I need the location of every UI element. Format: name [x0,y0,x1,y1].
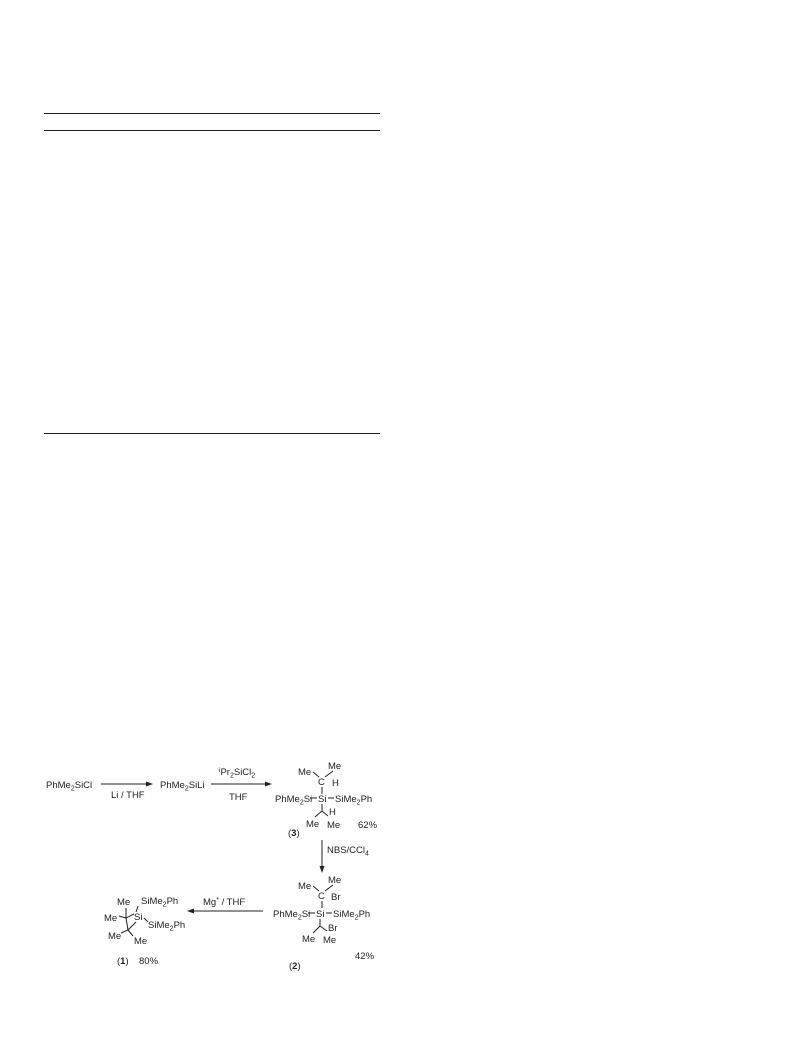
c3-bond [315,811,322,817]
c3-me-bottom-right: Me [327,820,341,831]
c1-yield: 80% [139,956,159,967]
intermediate-silyllithium: PhMe$_2$SiLi [160,780,205,793]
c3-label: (3) [288,828,300,839]
c2-br-bottom: Br [328,923,338,934]
c2-bond [320,926,327,931]
c3-me-bottom-left: Me [306,819,320,830]
c2-bond [313,926,320,933]
c1-me-2: Me [104,913,118,924]
c1-me-1: Me [117,897,131,908]
c1-silyl-top: SiMe$_2$Ph [141,896,179,909]
arrowhead-step4 [187,909,194,914]
c1-ring-bond [126,914,134,918]
c1-me-4: Me [134,936,148,947]
compound-2 [273,875,375,972]
compound-3 [275,761,378,839]
c1-si-ring: Si [134,912,143,923]
step3-reagent: NBS/CCl$_4$ [327,845,369,858]
c2-yield: 42% [355,951,375,962]
c1-ring-bond [128,922,136,930]
c1-silyl-bottom: SiMe$_2$Ph [148,920,186,933]
c2-me-top-right: Me [328,875,342,886]
c1-bond [119,916,126,918]
step1-reagent: Li / THF [111,790,145,801]
arrowhead-step1 [146,782,153,787]
step4-reagent: Mg* / THF [203,897,246,908]
c2-me-bottom-right: Me [323,935,337,946]
c1-bond [128,930,133,936]
c3-right-silyl: SiMe$_2$Ph [335,794,373,807]
c3-carbon-top: C [318,777,325,788]
c3-bond [322,811,328,816]
c2-carbon-top: C [318,891,325,902]
c2-left-silyl: PhMe$_2$Si [273,909,311,922]
c2-me-top-left: Me [298,881,312,892]
c2-label: (2) [289,961,301,972]
start-material: PhMe$_2$SiCl [46,780,93,793]
c3-me-top-left: Me [298,767,312,778]
c1-me-3: Me [108,931,122,942]
c2-br-top: Br [331,892,341,903]
c3-h-top: H [332,778,339,789]
c1-label: (1) [117,956,129,967]
c1-bond [121,930,128,933]
step2-reagent-top: $^iPr_2SiCl_2$ [219,767,256,780]
c3-me-top-right: Me [328,761,342,772]
c3-left-silyl: PhMe$_2$Si [275,794,313,807]
c3-h-bottom: H [329,807,336,818]
compound-1 [104,896,185,967]
arrowhead-step3 [320,866,325,873]
c3-yield: 62% [358,820,378,831]
c1-ring-bond [126,918,128,930]
c3-center-si: Si [318,794,327,805]
c2-me-bottom-left: Me [302,934,316,945]
step2-reagent-bottom: THF [229,792,248,803]
c2-right-silyl: SiMe$_2$Ph [333,909,371,922]
arrowhead-step2 [265,782,272,787]
c2-center-si: Si [316,909,325,920]
